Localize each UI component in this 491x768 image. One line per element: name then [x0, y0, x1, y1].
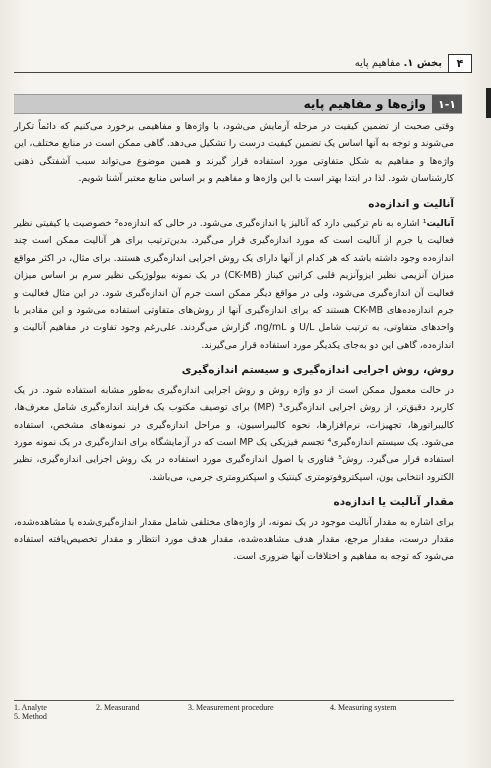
- footnote-4: 4. Measuring system: [330, 703, 397, 712]
- section-title: واژه‌ها و مفاهیم پایه: [303, 97, 426, 111]
- footnote-row: [14, 703, 454, 712]
- term-analyte: آنالیت: [426, 218, 454, 230]
- page-edge-tab: [486, 88, 491, 118]
- footnote-row: [14, 712, 454, 721]
- chapter-heading: [355, 58, 442, 69]
- chapter-label: بخش ۱.: [403, 57, 442, 69]
- page-number: ۴: [448, 54, 472, 73]
- running-header: [14, 54, 472, 73]
- footnote-2: 2. Measurand: [96, 703, 140, 712]
- paragraph-method: در حالت معمول ممکن است از دو واژه روش و روش اجرایی اندازه‌گیری به‌طور مشابه استفاده شود. در یک کاربرد دقیق‌تر، از روش اجرایی اندازه‌گیری³ (MP) برای توصیف مکتوب یک فرایند اندازه‌گیری شامل معرف‌ها، کالیبراتورها، تجهیزات، نرم‌افزارها، نحوه کالیبراسیون، و مراحل اندازه‌گیری در نمونه‌های مشخص، استفاده می‌شود. یک سیستم اندازه‌گیری⁴ تجسم فیزیکی یک MP است که در آزمایشگاه برای اندازه‌گیری در یک نمونه مورد استفاده قرار می‌گیرد. روش⁵ فناوری یا اصول اندازه‌گیری مورد استفاده در یک روش اجرایی اندازه‌گیری، نظیر الکترود انتخابی یون، اسپکتروفوتومتری کینتیک و اسپکترومتری جرمی، می‌باشد.: [14, 384, 455, 483]
- intro-paragraph: وقتی صحبت از تضمین کیفیت در مرحله آزمایش می‌شود، با واژه‌ها و مفاهیمی برخورد می‌کنیم که دائماً تکرار می‌شوند و توجه به آنها اساس یک تضمین کیفیت درست را تشکیل می‌دهد. گاهی ممکن است در منابع مختلف، این واژه‌ها و مفاهیم به شکل متفاوتی مورد استفاده قرار گیرند و همین موضوع می‌تواند سبب آشفتگی ذهنی کارشناسان شود. لذا در ابتدا بهتر است با این واژه‌ها و مفاهیم و بر اساس منابع معتبر آشنا شویم.: [14, 121, 454, 185]
- body-text: [14, 118, 454, 570]
- footnote-5: 5. Method: [14, 712, 47, 721]
- section-number: ۱-۱: [432, 95, 462, 113]
- footnote-1: 1. Analyte: [14, 703, 47, 712]
- footnote-3: 3. Measurement procedure: [188, 703, 274, 712]
- footnotes: [14, 700, 454, 721]
- subheading-quantity: مقدار آنالیت یا اندازه‌ده: [333, 496, 454, 509]
- paragraph-analyte-text: ¹ اشاره به نام ترکیبی دارد که آنالیز یا اندازه‌گیری می‌شود. در حالی که اندازه‌ده² خصوصیت یا کیفیتی نظیر فعالیت یا جرم از آنالیت است که مورد اندازه‌گیری قرار می‌گیرد. بدین‌ترتیب برای هر آنالیت ممکن است چند اندازه‌ده وجود داشته باشد که هر کدام از آنها دارای یک روش اجرایی اندازه‌گیری هستند. برای مثال، در اکثر مواقع میزان آنزیمی نظیر ایزوآنزیم قلبی کراتین کیناز (CK-MB) در یک نمونه بیولوژیکی نظیر سرم بر اساس میزان فعالیت آن اندازه‌گیری می‌شود، ولی در مواقع دیگر ممکن است جرم آن اندازه‌گیری شود. در این مثال فعالیت و جرم اندازه‌ده‌های CK-MB هستند که برای اندازه‌گیری آنها از روش‌های متفاوتی استفاده می‌شود و این مقادیر با واحدهای متفاوتی، به ترتیب شامل U/L و ng/mL، گزارش می‌گردند. علی‌رغم وجود تفاوت در مفاهیم آنالیت و اندازه‌ده، گاهی این دو به‌جای یکدیگر مورد استفاده قرار می‌گیرند.: [14, 218, 454, 351]
- chapter-title: مفاهیم پایه: [354, 57, 401, 69]
- subheading-analyte: آنالیت و اندازه‌ده: [368, 197, 454, 210]
- paragraph-quantity: برای اشاره به مقدار آنالیت موجود در یک نمونه، از واژه‌های مختلفی شامل مقدار اندازه‌گیری‌شده یا مشاهده‌شده، مقدار درست، مقدار مرجع، مقدار هدف مشاهده‌شده، مقدار هدف مورد انتظار و مقدار تخصیص‌یافته استفاده می‌شود که توجه به مفاهیم و اختلافات آنها ضروری است.: [14, 516, 454, 563]
- subheading-method: روش، روش اجرایی اندازه‌گیری و سیستم اندازه‌گیری: [181, 364, 454, 377]
- paragraph-analyte: [14, 215, 454, 354]
- section-heading: [14, 94, 462, 114]
